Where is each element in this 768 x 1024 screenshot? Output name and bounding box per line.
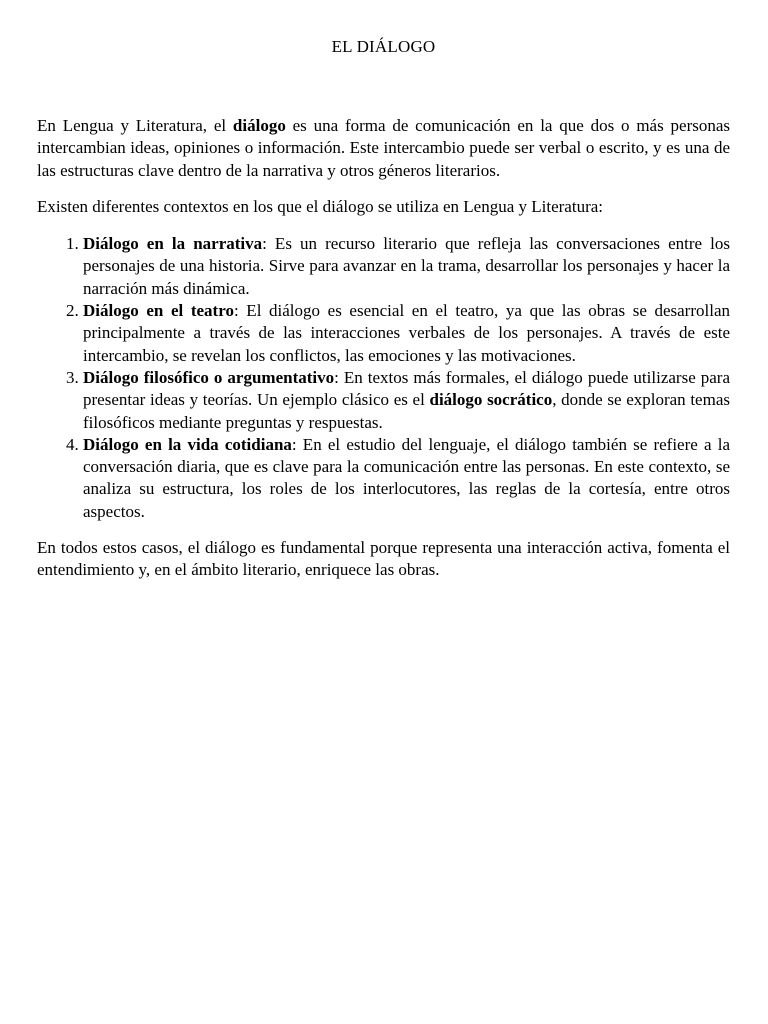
- list-item-text: : En el estudio del lenguaje, el diálogo también se refiere a la conversación diaria, que es clave para la comunicación entre las personas. En este contexto, se analiza su estructura, los roles de los interlocutores, las reglas de la cortesía, entre otros aspectos.: [83, 434, 730, 521]
- list-item-text-secondary: , donde se exploran temas filosóficos mediante preguntas y respuestas.: [83, 390, 730, 432]
- list-item-text: : El diálogo es esencial en el teatro, ya que las obras se desarrollan principalmente a través de las interacciones verbales de los personajes. A través de este intercambio, se revelan los conflictos, las emociones y las motivaciones.: [83, 301, 730, 365]
- document-title: EL DIÁLOGO: [331, 37, 436, 56]
- intro-text-before: En Lengua y Literatura, el: [37, 116, 233, 135]
- list-item-narrativa: [83, 233, 730, 300]
- list-item-term: Diálogo en el teatro: [83, 301, 234, 321]
- intro-bold-term: diálogo: [232, 116, 286, 135]
- list-item-filosofico: [83, 367, 730, 434]
- lead-paragraph: Existen diferentes contextos en los que el diálogo se utiliza en Lengua y Literatura:: [37, 196, 604, 216]
- list-item-text: : Es un recurso literario que refleja las conversaciones entre los personajes de una historia. Sirve para avanzar en la trama, desarrollar los personajes y hacer la narración más dinámica.: [83, 234, 730, 298]
- list-item-term: Diálogo filosófico o argumentativo: [83, 367, 335, 387]
- intro-text-after: es una forma de comunicación en la que dos o más personas intercambian ideas, opiniones o información. Este intercambio puede ser verbal o escrito, y es una de las estructuras clave dentro de la narrativa y otros géneros literarios.: [37, 116, 731, 180]
- closing-paragraph: En todos estos casos, el diálogo es fundamental porque representa una interacción activa, fomenta el entendimiento y, en el ámbito literario, enriquece las obras.: [37, 538, 730, 580]
- document-page: [37, 36, 730, 582]
- context-list: [37, 233, 730, 523]
- list-item-term: Diálogo en la narrativa: [83, 234, 263, 254]
- list-item-teatro: [83, 300, 730, 367]
- list-item-text: : En textos más formales, el diálogo puede utilizarse para presentar ideas y teorías. Un ejemplo clásico es el: [83, 367, 731, 410]
- list-item-term-secondary: diálogo socrático: [429, 390, 553, 410]
- list-item-cotidiana: [83, 434, 730, 523]
- intro-paragraph: [37, 115, 730, 182]
- list-item-term: Diálogo en la vida cotidiana: [83, 434, 292, 454]
